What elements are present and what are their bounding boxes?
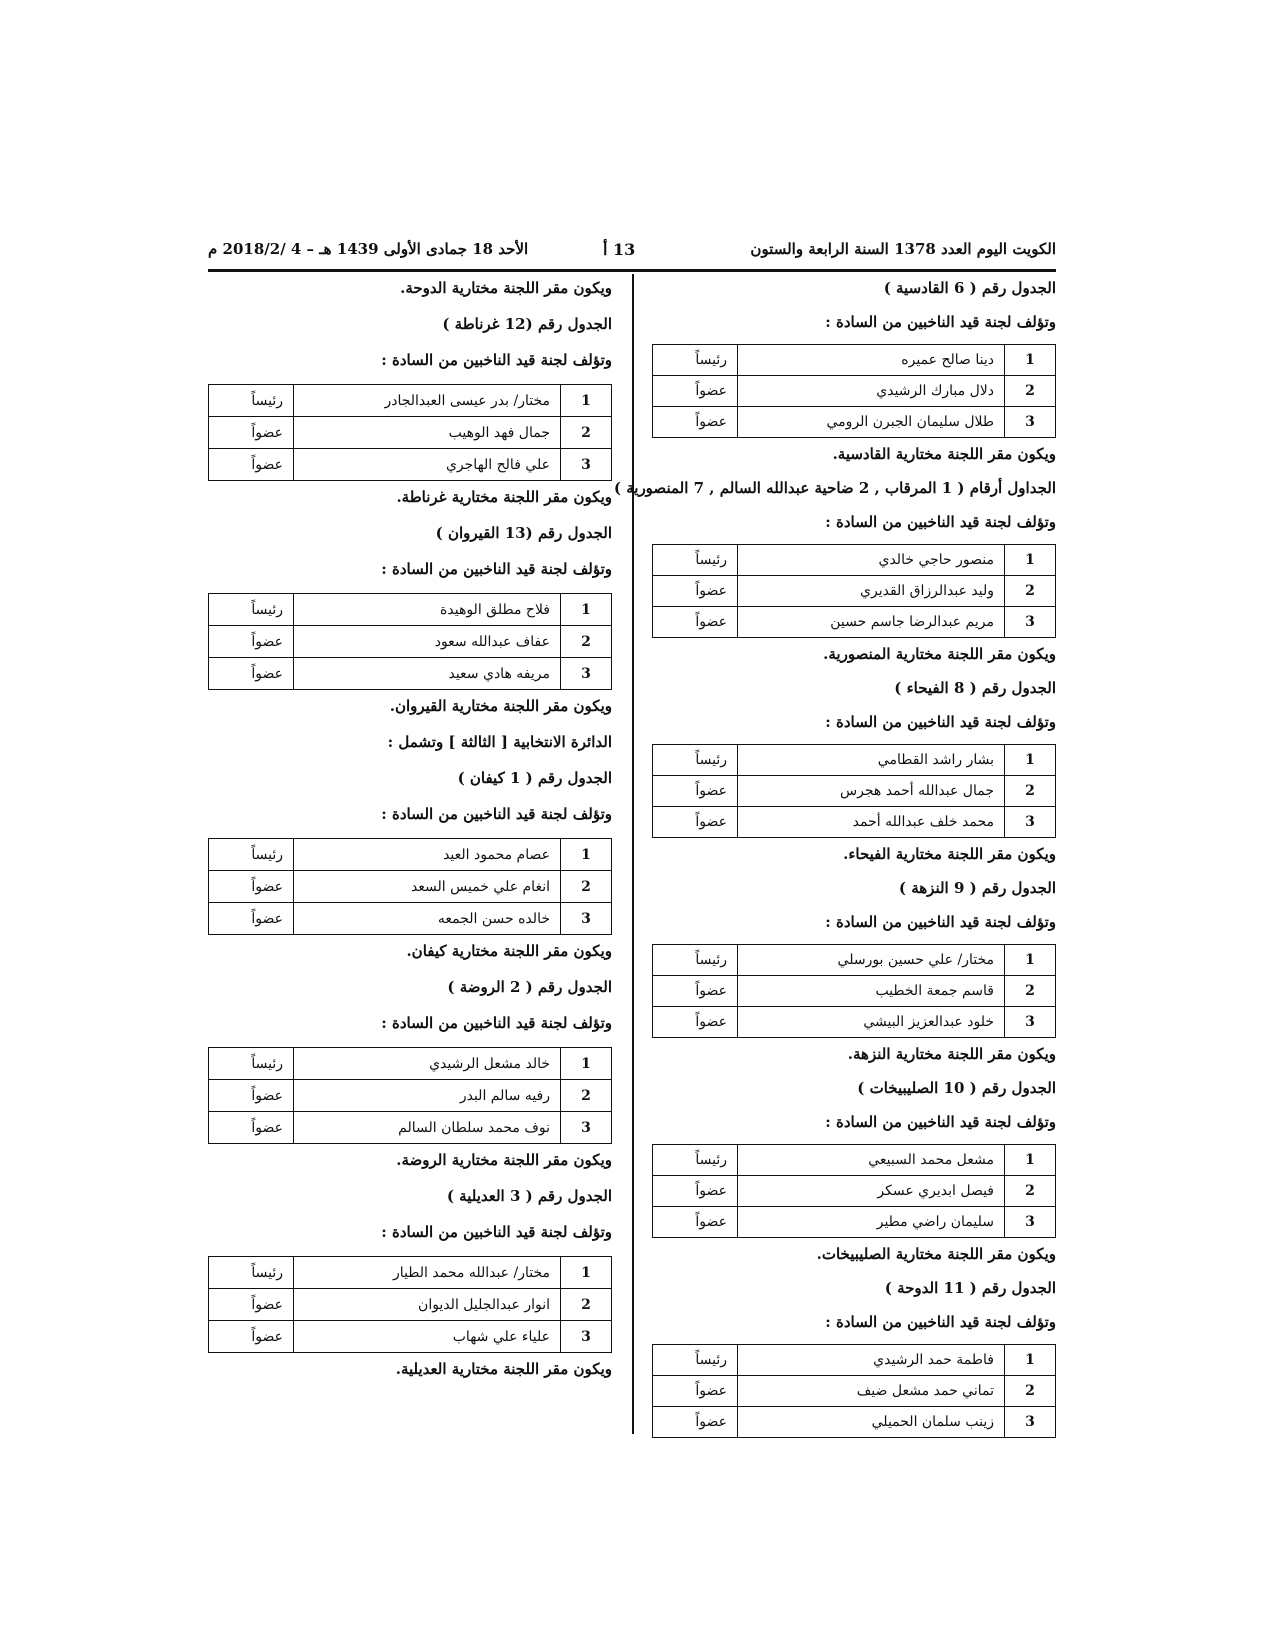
- member-role: عضواً: [209, 1321, 294, 1353]
- committee-intro: وتؤلف لجنة قيد الناخبين من السادة :: [825, 1113, 1056, 1131]
- table-heading: الجدول رقم ( 1 كيفان ): [457, 769, 612, 787]
- member-name: تماني حمد مشعل ضيف: [738, 1376, 1005, 1407]
- member-role: عضواً: [209, 449, 294, 481]
- committee-intro: وتؤلف لجنة قيد الناخبين من السادة :: [381, 1223, 612, 1241]
- member-role: عضواً: [653, 1007, 738, 1038]
- member-name: عفاف عبدالله سعود: [294, 626, 561, 658]
- table-row: [653, 376, 1056, 407]
- committee-intro: وتؤلف لجنة قيد الناخبين من السادة :: [825, 713, 1056, 731]
- table-row: [653, 1207, 1056, 1238]
- table-row: [653, 945, 1056, 976]
- member-name: منصور حاجي خالدي: [738, 545, 1005, 576]
- district-heading: الدائرة الانتخابية [ الثالثة ] وتشمل :: [387, 733, 612, 751]
- table-row: [209, 903, 612, 935]
- member-name: محمد خلف عبدالله أحمد: [738, 807, 1005, 838]
- header-page-number: 13 أ: [603, 240, 636, 259]
- member-role: رئيساً: [209, 839, 294, 871]
- member-number: 1: [561, 1257, 612, 1289]
- member-role: رئيساً: [209, 1048, 294, 1080]
- member-number: 2: [1005, 1376, 1056, 1407]
- table-row: [653, 1345, 1056, 1376]
- member-number: 2: [1005, 376, 1056, 407]
- member-name: مريم عبدالرضا جاسم حسين: [738, 607, 1005, 638]
- member-role: عضواً: [209, 1112, 294, 1144]
- member-name: سليمان راضي مطير: [738, 1207, 1005, 1238]
- member-number: 3: [1005, 1207, 1056, 1238]
- member-role: عضواً: [209, 1289, 294, 1321]
- member-number: 1: [561, 594, 612, 626]
- member-role: رئيساً: [653, 945, 738, 976]
- member-number: 1: [1005, 1345, 1056, 1376]
- header-date: الأحد 18 جمادى الأولى 1439 هـ – 4 /2018/2 م: [208, 240, 529, 258]
- member-name: وليد عبدالرزاق القديري: [738, 576, 1005, 607]
- member-name: مشعل محمد السبيعي: [738, 1145, 1005, 1176]
- member-number: 3: [1005, 1407, 1056, 1438]
- committee-table: [208, 1256, 612, 1353]
- member-name: زينب سلمان الحميلي: [738, 1407, 1005, 1438]
- table-row: [209, 449, 612, 481]
- table-row: [653, 576, 1056, 607]
- committee-intro: وتؤلف لجنة قيد الناخبين من السادة :: [381, 351, 612, 369]
- table-row: [653, 545, 1056, 576]
- member-number: 3: [561, 903, 612, 935]
- member-role: عضواً: [653, 976, 738, 1007]
- member-number: 2: [561, 871, 612, 903]
- committee-table: [652, 544, 1056, 638]
- committee-seat: ويكون مقر اللجنة مختارية الدوحة.: [400, 279, 612, 297]
- table-row: [653, 1376, 1056, 1407]
- table-row: [209, 1112, 612, 1144]
- member-name: علي فالح الهاجري: [294, 449, 561, 481]
- member-name: بشار راشد القطامي: [738, 745, 1005, 776]
- table-row: [653, 1176, 1056, 1207]
- member-role: عضواً: [653, 607, 738, 638]
- member-role: رئيساً: [209, 1257, 294, 1289]
- member-role: رئيساً: [653, 745, 738, 776]
- table-row: [209, 1289, 612, 1321]
- table-heading: الجدول رقم ( 9 النزهة ): [898, 879, 1056, 897]
- table-heading: الجدول رقم ( 11 الدوحة ): [884, 1279, 1056, 1297]
- member-role: عضواً: [653, 576, 738, 607]
- table-row: [209, 658, 612, 690]
- table-heading: الجداول أرقام ( 1 المرقاب , 2 ضاحية عبدالله السالم , 7 المنصورية ): [613, 479, 1056, 497]
- committee-table: [652, 744, 1056, 838]
- table-heading: الجدول رقم ( 10 الصليبيخات ): [857, 1079, 1056, 1097]
- committee-table: [208, 384, 612, 481]
- table-row: [209, 385, 612, 417]
- member-name: خالد مشعل الرشيدي: [294, 1048, 561, 1080]
- member-name: فلاح مطلق الوهيدة: [294, 594, 561, 626]
- member-role: عضواً: [653, 376, 738, 407]
- table-row: [209, 594, 612, 626]
- member-number: 2: [1005, 976, 1056, 1007]
- committee-intro: وتؤلف لجنة قيد الناخبين من السادة :: [381, 1014, 612, 1032]
- table-row: [209, 417, 612, 449]
- member-name: انوار عبدالجليل الديوان: [294, 1289, 561, 1321]
- committee-seat: ويكون مقر اللجنة مختارية الروضة.: [396, 1151, 612, 1169]
- member-number: 3: [1005, 407, 1056, 438]
- committee-seat: ويكون مقر اللجنة مختارية غرناطة.: [396, 488, 612, 506]
- member-role: عضواً: [653, 1407, 738, 1438]
- member-name: خلود عبدالعزيز البيشي: [738, 1007, 1005, 1038]
- left-column: [208, 276, 612, 1393]
- committee-seat: ويكون مقر اللجنة مختارية المنصورية.: [823, 645, 1056, 663]
- committee-intro: وتؤلف لجنة قيد الناخبين من السادة :: [825, 913, 1056, 931]
- table-row: [209, 1080, 612, 1112]
- table-row: [209, 626, 612, 658]
- member-role: رئيساً: [653, 545, 738, 576]
- member-name: عصام محمود العيد: [294, 839, 561, 871]
- member-name: مختار/ عبدالله محمد الطيار: [294, 1257, 561, 1289]
- member-number: 3: [561, 1321, 612, 1353]
- member-number: 3: [561, 658, 612, 690]
- member-number: 3: [1005, 807, 1056, 838]
- member-number: 3: [561, 449, 612, 481]
- table-heading: الجدول رقم (13 القيروان ): [435, 524, 612, 542]
- committee-table: [208, 593, 612, 690]
- table-row: [653, 345, 1056, 376]
- member-role: عضواً: [653, 1376, 738, 1407]
- right-column: [613, 276, 1056, 1442]
- member-name: دينا صالح عميره: [738, 345, 1005, 376]
- member-name: قاسم جمعة الخطيب: [738, 976, 1005, 1007]
- table-row: [653, 607, 1056, 638]
- table-heading: الجدول رقم (12 غرناطة ): [442, 315, 612, 333]
- member-name: انغام علي خميس السعد: [294, 871, 561, 903]
- committee-intro: وتؤلف لجنة قيد الناخبين من السادة :: [825, 313, 1056, 331]
- member-name: فيصل ابديري عسكر: [738, 1176, 1005, 1207]
- member-role: رئيساً: [209, 594, 294, 626]
- member-role: عضواً: [653, 1207, 738, 1238]
- table-row: [653, 1007, 1056, 1038]
- member-role: رئيساً: [653, 1145, 738, 1176]
- member-name: جمال عبدالله أحمد هجرس: [738, 776, 1005, 807]
- member-number: 2: [561, 1289, 612, 1321]
- member-role: عضواً: [209, 626, 294, 658]
- table-row: [209, 839, 612, 871]
- table-row: [209, 1321, 612, 1353]
- committee-seat: ويكون مقر اللجنة مختارية القيروان.: [389, 697, 612, 715]
- member-number: 3: [1005, 607, 1056, 638]
- member-name: علياء علي شهاب: [294, 1321, 561, 1353]
- committee-table: [652, 1344, 1056, 1438]
- member-number: 3: [1005, 1007, 1056, 1038]
- table-row: [653, 976, 1056, 1007]
- table-row: [653, 776, 1056, 807]
- member-number: 1: [1005, 545, 1056, 576]
- member-number: 1: [1005, 745, 1056, 776]
- member-name: مختار/ بدر عيسى العبدالجادر: [294, 385, 561, 417]
- table-heading: الجدول رقم ( 3 العديلية ): [446, 1187, 612, 1205]
- member-role: عضواً: [653, 1176, 738, 1207]
- member-number: 2: [561, 626, 612, 658]
- table-row: [653, 807, 1056, 838]
- member-number: 2: [561, 1080, 612, 1112]
- member-role: رئيساً: [209, 385, 294, 417]
- member-role: عضواً: [653, 407, 738, 438]
- table-heading: الجدول رقم ( 8 الفيحاء ): [894, 679, 1056, 697]
- member-number: 1: [561, 385, 612, 417]
- member-role: عضواً: [653, 776, 738, 807]
- committee-intro: وتؤلف لجنة قيد الناخبين من السادة :: [381, 805, 612, 823]
- member-name: فاطمة حمد الرشيدي: [738, 1345, 1005, 1376]
- member-number: 2: [1005, 1176, 1056, 1207]
- committee-table: [652, 944, 1056, 1038]
- member-name: نوف محمد سلطان السالم: [294, 1112, 561, 1144]
- committee-table: [208, 838, 612, 935]
- member-name: دلال مبارك الرشيدي: [738, 376, 1005, 407]
- member-role: رئيساً: [653, 1345, 738, 1376]
- table-row: [653, 1145, 1056, 1176]
- member-number: 2: [561, 417, 612, 449]
- table-row: [653, 407, 1056, 438]
- committee-seat: ويكون مقر اللجنة مختارية كيفان.: [406, 942, 612, 960]
- member-role: عضواً: [209, 903, 294, 935]
- table-row: [209, 1048, 612, 1080]
- committee-seat: ويكون مقر اللجنة مختارية الصليبيخات.: [816, 1245, 1056, 1263]
- committee-table: [208, 1047, 612, 1144]
- member-name: مختار/ علي حسين بورسلي: [738, 945, 1005, 976]
- member-number: 2: [1005, 776, 1056, 807]
- member-number: 1: [561, 839, 612, 871]
- header-issue: الكويت اليوم العدد 1378 السنة الرابعة والستون: [750, 240, 1056, 258]
- member-role: عضواً: [209, 658, 294, 690]
- table-heading: الجدول رقم ( 2 الروضة ): [447, 978, 612, 996]
- column-divider: [632, 274, 634, 1434]
- member-number: 3: [561, 1112, 612, 1144]
- table-row: [653, 1407, 1056, 1438]
- table-row: [209, 1257, 612, 1289]
- committee-seat: ويكون مقر اللجنة مختارية النزهة.: [847, 1045, 1056, 1063]
- committee-table: [652, 344, 1056, 438]
- member-role: رئيساً: [653, 345, 738, 376]
- committee-table: [652, 1144, 1056, 1238]
- member-name: جمال فهد الوهيب: [294, 417, 561, 449]
- member-name: رفيه سالم البدر: [294, 1080, 561, 1112]
- member-number: 1: [1005, 1145, 1056, 1176]
- table-row: [209, 871, 612, 903]
- member-number: 1: [1005, 345, 1056, 376]
- member-number: 2: [1005, 576, 1056, 607]
- page-header: [208, 240, 1056, 266]
- member-role: عضواً: [209, 417, 294, 449]
- committee-intro: وتؤلف لجنة قيد الناخبين من السادة :: [381, 560, 612, 578]
- committee-intro: وتؤلف لجنة قيد الناخبين من السادة :: [825, 513, 1056, 531]
- committee-intro: وتؤلف لجنة قيد الناخبين من السادة :: [825, 1313, 1056, 1331]
- table-heading: الجدول رقم ( 6 القادسية ): [883, 279, 1056, 297]
- member-name: طلال سليمان الجبرن الرومي: [738, 407, 1005, 438]
- table-row: [653, 745, 1056, 776]
- member-number: 1: [1005, 945, 1056, 976]
- header-rule: [208, 269, 1056, 272]
- member-role: عضواً: [209, 1080, 294, 1112]
- committee-seat: ويكون مقر اللجنة مختارية الفيحاء.: [843, 845, 1056, 863]
- committee-seat: ويكون مقر اللجنة مختارية العديلية.: [395, 1360, 612, 1378]
- member-role: عضواً: [653, 807, 738, 838]
- member-role: عضواً: [209, 871, 294, 903]
- member-name: مريفه هادي سعيد: [294, 658, 561, 690]
- committee-seat: ويكون مقر اللجنة مختارية القادسية.: [832, 445, 1056, 463]
- member-number: 1: [561, 1048, 612, 1080]
- member-name: خالده حسن الجمعه: [294, 903, 561, 935]
